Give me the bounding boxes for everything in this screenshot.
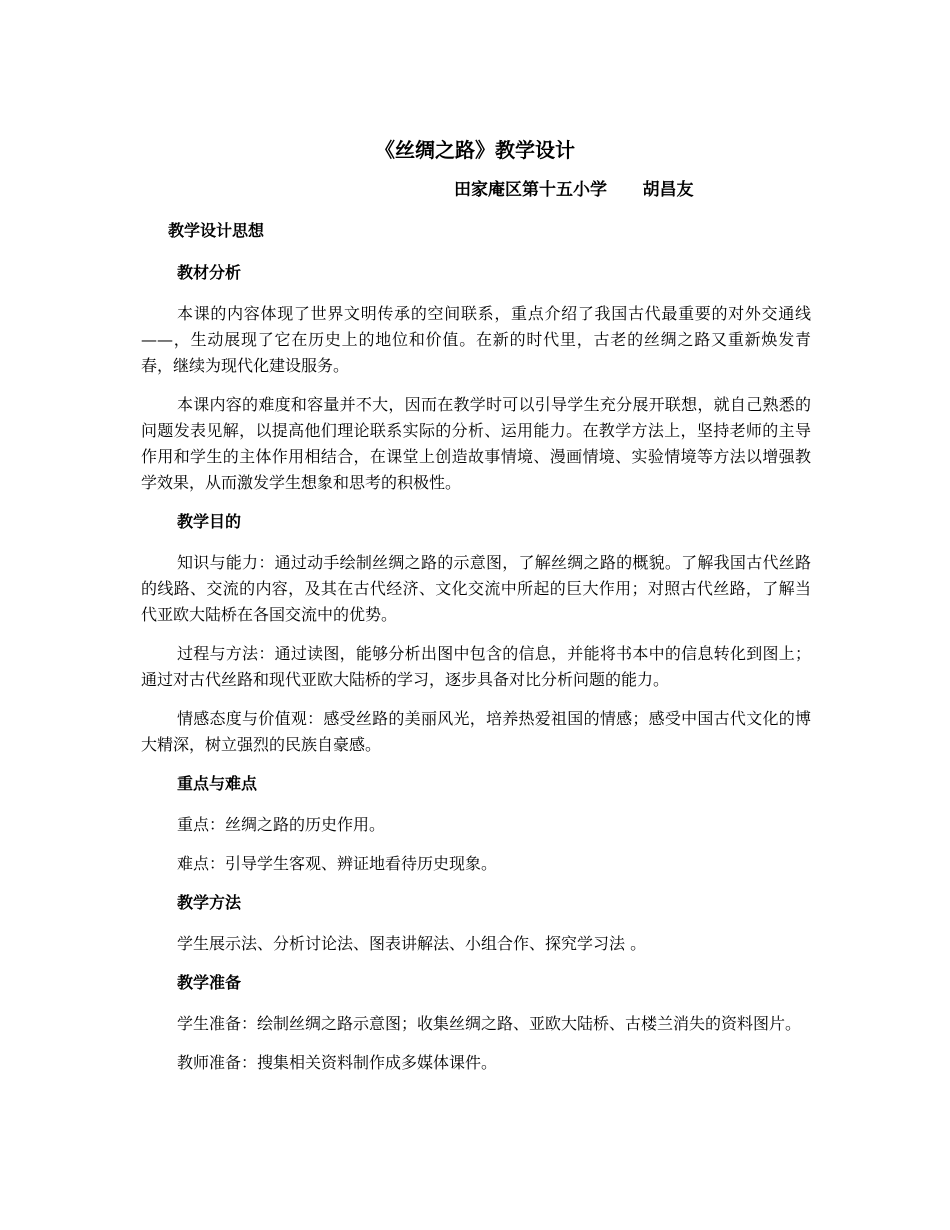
document-body [141, 218, 811, 1089]
paragraph: 过程与方法：通过读图，能够分析出图中包含的信息，并能将书本中的信息转化到图上；通过对古代丝路和现代亚欧大陆桥的学习，逐步具备对比分析问题的能力。 [141, 644, 811, 689]
paragraph: 本课的内容体现了世界文明传承的空间联系，重点介绍了我国古代最重要的对外交通线——，生动展现了它在历史上的地位和价值。在新的时代里，古老的丝绸之路又重新焕发青春，继续为现代化建设服务。 [141, 304, 811, 375]
paragraph: 学生准备：绘制丝绸之路示意图；收集丝绸之路、亚欧大陆桥、古楼兰消失的资料图片。 [177, 1014, 802, 1033]
paragraph: 重点：丝绸之路的历史作用。 [177, 815, 386, 834]
document-title: 《丝绸之路》教学设计 [375, 138, 575, 162]
author-line: 田家庵区第十五小学 胡昌友 [454, 180, 694, 200]
paragraph: 学生展示法、分析讨论法、图表讲解法、小组合作、探究学习法 。 [177, 934, 647, 953]
heading-teaching-goals: 教学目的 [177, 512, 242, 531]
paragraph: 知识与能力：通过动手绘制丝绸之路的示意图，了解丝绸之路的概貌。了解我国古代丝路的线路、交流的内容，及其在古代经济、文化交流中所起的巨大作用；对照古代丝路，了解当代亚欧大陆桥在各国交流中的优势。 [141, 553, 811, 624]
paragraph: 本课内容的难度和容量并不大，因而在教学时可以引导学生充分展开联想，就自己熟悉的问题发表见解，以提高他们理论联系实际的分析、运用能力。在教学方法上，坚持老师的主导作用和学生的主体作用相结合，在课堂上创造故事情境、漫画情境、实验情境等方法以增强教学效果，从而激发学生想象和思考的积极性。 [141, 395, 811, 492]
heading-teaching-methods: 教学方法 [177, 893, 242, 912]
paragraph: 情感态度与价值观：感受丝路的美丽风光，培养热爱祖国的情感；感受中国古代文化的博大精深，树立强烈的民族自豪感。 [141, 709, 811, 754]
paragraph: 难点：引导学生客观、辨证地看待历史现象。 [177, 854, 498, 873]
heading-material-analysis: 教材分析 [177, 263, 242, 282]
heading-design-thinking: 教学设计思想 [168, 221, 265, 240]
heading-key-points: 重点与难点 [177, 774, 258, 793]
paragraph: 教师准备：搜集相关资料制作成多媒体课件。 [177, 1053, 498, 1072]
heading-teaching-preparation: 教学准备 [177, 973, 242, 992]
